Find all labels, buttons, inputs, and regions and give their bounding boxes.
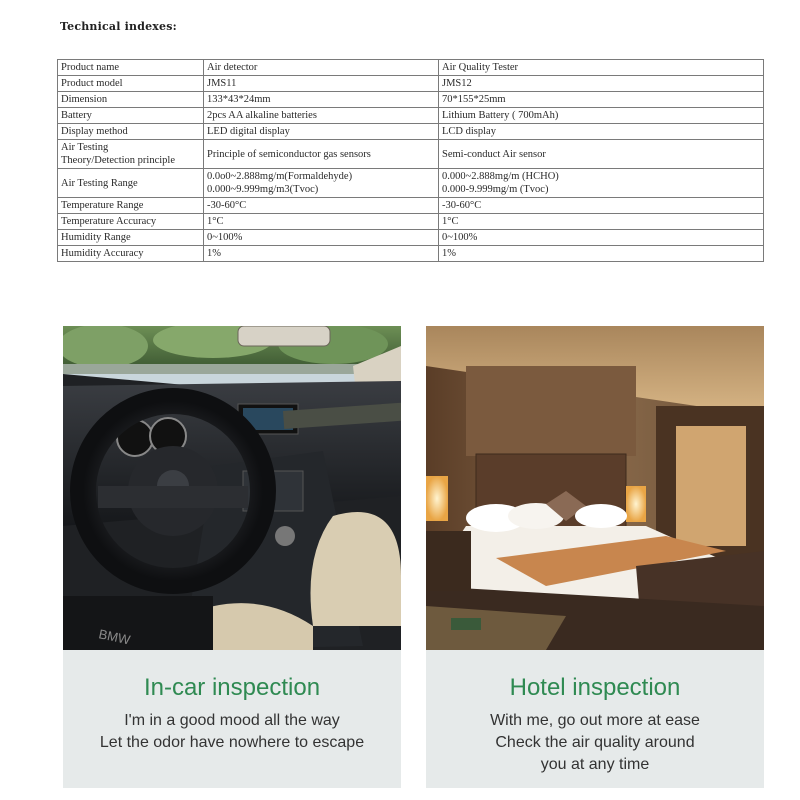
table-cell: 0.000~2.888mg/m (HCHO) 0.000-9.999mg/m (Tvoc)	[439, 169, 764, 198]
hotel-caption-title: Hotel inspection	[509, 674, 681, 701]
table-row	[58, 92, 764, 108]
table-row	[58, 169, 764, 198]
floor-mat-logo: BMW	[97, 626, 132, 648]
table-cell: Principle of semiconductor gas sensors	[204, 140, 439, 169]
table-cell: Air Testing Range	[58, 169, 204, 198]
hotel-inspection-panel	[426, 326, 764, 788]
table-cell: JMS12	[439, 76, 764, 92]
table-cell: JMS11	[204, 76, 439, 92]
hotel-caption-line-3: you at any time	[540, 756, 650, 773]
table-cell: Humidity Accuracy	[58, 246, 204, 262]
table-cell: Temperature Range	[58, 198, 204, 214]
hotel-room-image	[426, 326, 764, 650]
spec-table	[57, 59, 764, 262]
table-cell: Air Quality Tester	[439, 60, 764, 76]
table-row	[58, 246, 764, 262]
car-interior-image	[63, 326, 401, 650]
car-caption-title: In-car inspection	[143, 674, 321, 701]
table-row	[58, 108, 764, 124]
table-cell: Lithium Battery ( 700mAh)	[439, 108, 764, 124]
table-cell: -30-60°C	[439, 198, 764, 214]
table-cell: LCD display	[439, 124, 764, 140]
car-caption-line-1: I'm in a good mood all the way	[124, 712, 340, 729]
table-cell: 0.0o0~2.888mg/m(Formaldehyde) 0.000~9.999mg/m3(Tvoc)	[204, 169, 439, 198]
table-row	[58, 198, 764, 214]
table-cell: LED digital display	[204, 124, 439, 140]
table-cell: Air Testing Theory/Detection principle	[58, 140, 204, 169]
table-cell: Semi-conduct Air sensor	[439, 140, 764, 169]
table-cell: 0~100%	[439, 230, 764, 246]
table-cell: Battery	[58, 108, 204, 124]
table-cell: 1%	[204, 246, 439, 262]
table-row	[58, 230, 764, 246]
table-cell: 1%	[439, 246, 764, 262]
table-row	[58, 76, 764, 92]
table-row	[58, 140, 764, 169]
table-cell: 2pcs AA alkaline batteries	[204, 108, 439, 124]
table-cell: -30-60°C	[204, 198, 439, 214]
table-row	[58, 124, 764, 140]
table-cell: 1°C	[204, 214, 439, 230]
table-cell: Temperature Accuracy	[58, 214, 204, 230]
car-inspection-panel	[63, 326, 401, 788]
table-row	[58, 60, 764, 76]
hotel-caption	[426, 650, 764, 788]
table-cell: Dimension	[58, 92, 204, 108]
table-cell: Humidity Range	[58, 230, 204, 246]
section-heading: Technical indexes:	[60, 20, 177, 33]
table-cell: 0~100%	[204, 230, 439, 246]
table-cell: Air detector	[204, 60, 439, 76]
hotel-caption-line-2: Check the air quality around	[495, 734, 695, 751]
table-cell: Display method	[58, 124, 204, 140]
hotel-caption-line-1: With me, go out more at ease	[490, 712, 700, 729]
table-cell: Product name	[58, 60, 204, 76]
table-cell: 1°C	[439, 214, 764, 230]
table-cell: Product model	[58, 76, 204, 92]
table-cell: 70*155*25mm	[439, 92, 764, 108]
car-caption-line-2: Let the odor have nowhere to escape	[99, 734, 365, 751]
car-caption	[63, 650, 401, 788]
table-row	[58, 214, 764, 230]
table-cell: 133*43*24mm	[204, 92, 439, 108]
